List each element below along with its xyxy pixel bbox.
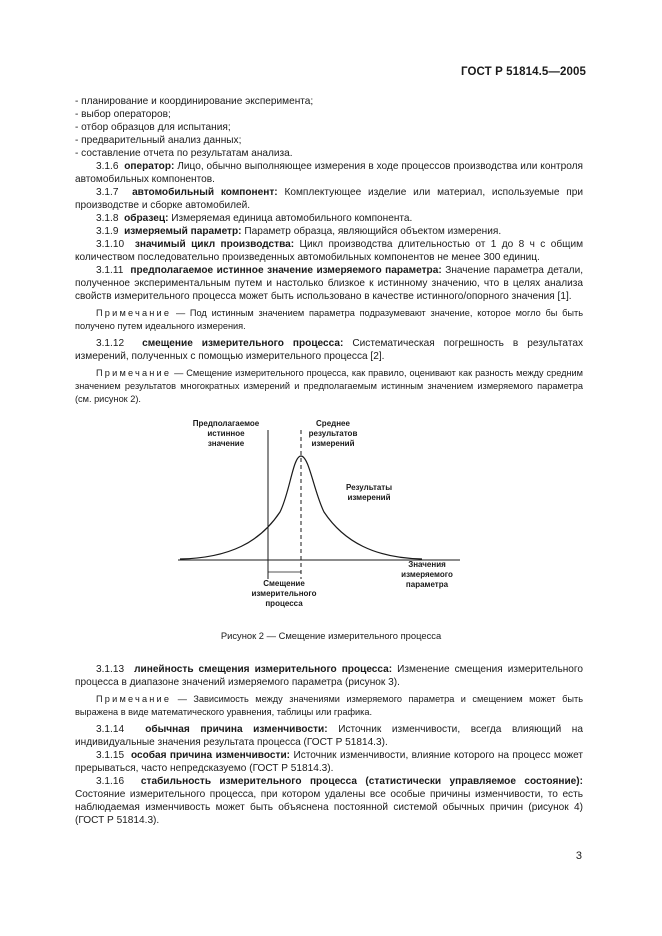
term: измеряемый параметр: [124, 226, 242, 237]
definition-3-1-16: 3.1.16 стабильность измерительного процесса (статистически управляемое состояние): Состояние измерительного процесса, при котором удалены все особые причины изменчивости, то есть наблюдаемая изменчивость может быть объяснена постоянной системой обычных причин (рисунок 4) (ГОСТ Р 51814.3). [75, 776, 583, 826]
bias-figure [170, 412, 470, 612]
note-2: Примечание — Смещение измерительного процесса, как правило, оценивают как разность между средним значением результатов многократных измерений и предполагаемым истинным значением измеряемого параметра (см. рисунок 2). [75, 368, 583, 404]
definition-3-1-8: 3.1.8 образец: Измеряемая единица автомобильного компонента. [96, 213, 413, 224]
definition-3-1-9: 3.1.9 измеряемый параметр: Параметр образца, являющийся объектом измерения. [96, 226, 502, 237]
figure-caption: Рисунок 2 — Смещение измерительного процесса [220, 630, 442, 641]
term: стабильность измерительного процесса (статистически управляемое состояние): [140, 776, 583, 787]
term: оператор: [124, 161, 175, 172]
term: особая причина изменчивости: [130, 750, 291, 761]
true-value-label: Предполагаемое истинное значение [192, 419, 260, 448]
term: значимый цикл производства: [134, 239, 295, 250]
term: обычная причина изменчивости: [145, 724, 328, 735]
axis-label: Значения измеряемого параметра [401, 560, 453, 589]
body-text-bottom [75, 663, 583, 827]
definition-3-1-14: 3.1.14 обычная причина изменчивости: Источник изменчивости, всегда влияющий на индивидуальные значения результата процесса (ГОСТ Р 51814.3). [75, 724, 583, 748]
term: образец: [124, 213, 169, 224]
note-1: Примечание — Под истинным значением параметра подразумевают значение, которое могло бы быть получено путем идеального измерения. [75, 308, 583, 331]
term: предполагаемое истинное значение измеряемого параметра: [130, 265, 442, 276]
results-label: Результаты измерений [345, 483, 393, 502]
list-item: - отбор образцов для испытания; [75, 122, 231, 133]
definition-3-1-15: 3.1.15 особая причина изменчивости: Источник изменчивости, влияние которого на процесс может прерываться, часто непредсказуемо (ГОСТ Р 51814.3). [75, 750, 584, 774]
standard-header: ГОСТ Р 51814.5—2005 [461, 66, 586, 78]
body-text-top [75, 95, 583, 406]
definition-3-1-6: 3.1.6 оператор: Лицо, обычно выполняющее измерения в ходе процессов производства или контроля автомобильных компонентов. [75, 161, 584, 185]
definition-3-1-13: 3.1.13 линейность смещения измерительного процесса: Изменение смещения измерительного процесса в диапазоне значений измеряемого параметра (рисунок 3). [75, 664, 583, 688]
definition-3-1-11: 3.1.11 предполагаемое истинное значение измеряемого параметра: Значение параметра детали, полученное экспериментальным путем и настолько близкое к истинному значению, что в целях анализа свойств измерительного процесса может быть использовано в качестве истинного/опорного значения [1]. [75, 265, 584, 302]
mean-label: Среднее результатов измерений [308, 419, 358, 448]
term: линейность смещения измерительного процесса: [134, 664, 393, 675]
definition-3-1-10: 3.1.10 значимый цикл производства: Цикл производства длительностью от 1 до 8 ч с общим количеством последовательно произведенных автомобильных компонентов не менее 300 единиц. [75, 239, 584, 263]
list-item: - планирование и координирование эксперимента; [75, 96, 314, 107]
term: автомобильный компонент: [132, 187, 278, 198]
term: смещение измерительного процесса: [142, 338, 344, 349]
bias-label: Смещение измерительного процесса [251, 579, 317, 608]
page-number: 3 [575, 850, 582, 862]
note-3: Примечание — Зависимость между значениями измеряемого параметра и смещением может быть выражена в виде математического уравнения, таблицы или графика. [75, 694, 583, 717]
definition-3-1-12: 3.1.12 смещение измерительного процесса: Систематическая погрешность в результатах измерений, полученных с помощью измерительного процесса [2]. [75, 338, 583, 362]
definition-3-1-7: 3.1.7 автомобильный компонент: Комплектующее изделие или материал, используемые при производстве и сборке автомобилей. [75, 187, 584, 211]
list-item: - составление отчета по результатам анализа. [75, 148, 293, 159]
list-item: - выбор операторов; [75, 109, 171, 120]
list-item: - предварительный анализ данных; [75, 135, 242, 146]
